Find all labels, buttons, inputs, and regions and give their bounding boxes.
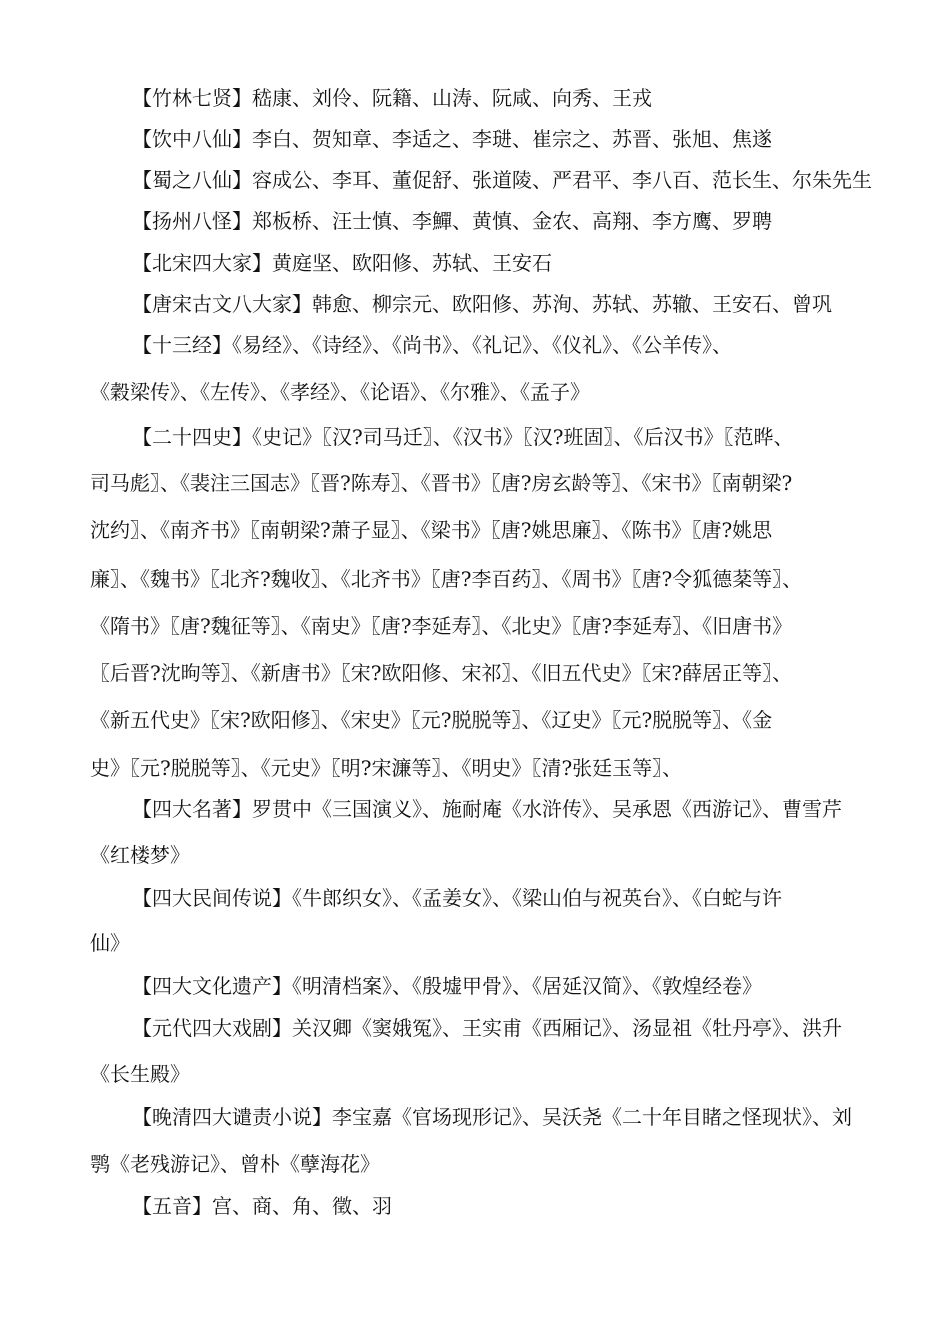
entry-ershisi-shi	[132, 425, 793, 449]
entry-term: 【竹林七贤】	[132, 86, 252, 110]
entry-term: 【四大文化遗产】	[132, 974, 292, 998]
entry-term: 【十三经】	[132, 333, 232, 357]
entry-continuation	[90, 931, 130, 955]
entry-term: 【五音】	[132, 1194, 212, 1218]
entry-text: 嵇康、刘伶、阮籍、山涛、阮咸、向秀、王戎	[252, 86, 652, 110]
entry-shisan-jing	[132, 333, 732, 357]
entry-text: 〖后晋?沈昫等〗、《新唐书》〖宋?欧阳修、宋祁〗、《旧五代史》〖宋?薛居正等〗、	[90, 661, 793, 685]
entry-wanqing-qianze-xiaoshuo	[132, 1105, 852, 1129]
entry-yinzhong-baxian	[132, 127, 772, 151]
entry-text: 《牛郎织女》、《孟姜女》、《梁山伯与祝英台》、《白蛇与许	[292, 886, 782, 910]
entry-term: 【北宋四大家】	[132, 251, 272, 275]
entry-term: 【晚清四大谴责小说】	[132, 1105, 332, 1129]
entry-text: 司马彪〗、《裴注三国志》〖晋?陈寿〗、《晋书》〖唐?房玄龄等〗、《宋书》〖南朝梁?	[90, 471, 793, 495]
entry-continuation	[90, 518, 772, 542]
entry-text: 李白、贺知章、李适之、李琎、崔宗之、苏晋、张旭、焦遂	[252, 127, 772, 151]
entry-term: 【元代四大戏剧】	[132, 1016, 292, 1040]
entry-text: 宫、商、角、徵、羽	[212, 1194, 392, 1218]
entry-text: 《隋书》〖唐?魏征等〗、《南史》〖唐?李延寿〗、《北史》〖唐?李延寿〗、《旧唐书》	[90, 614, 793, 638]
entry-term: 【饮中八仙】	[132, 127, 252, 151]
entry-text: 史》〖元?脱脱等〗、《元史》〖明?宋濂等〗、《明史》〖清?张廷玉等〗、	[90, 756, 683, 780]
entry-text: 罗贯中《三国演义》、施耐庵《水浒传》、吴承恩《西游记》、曹雪芹	[252, 797, 842, 821]
entry-continuation	[90, 708, 772, 732]
entry-text: 鹗《老残游记》、曾朴《孽海花》	[90, 1152, 380, 1176]
entry-zhulin-qixian	[132, 86, 652, 110]
entry-continuation	[90, 471, 792, 495]
entry-continuation	[90, 843, 190, 867]
entry-sida-mingzhu	[132, 797, 842, 821]
entry-continuation	[90, 567, 802, 591]
entry-continuation	[90, 756, 682, 780]
entry-text: 《易经》、《诗经》、《尚书》、《礼记》、《仪礼》、《公羊传》、	[232, 333, 732, 357]
entry-text: 仙》	[90, 931, 130, 955]
entry-term: 【唐宋古文八大家】	[132, 292, 312, 316]
entry-term: 【扬州八怪】	[132, 209, 252, 233]
entry-term: 【四大民间传说】	[132, 886, 292, 910]
entry-text: 关汉卿《窦娥冤》、王实甫《西厢记》、汤显祖《牡丹亭》、洪升	[292, 1016, 842, 1040]
entry-text: 《穀梁传》、《左传》、《孝经》、《论语》、《尔雅》、《孟子》	[90, 380, 590, 404]
entry-text: 《史记》〖汉?司马迁〗、《汉书》〖汉?班固〗、《后汉书》〖范晔、	[252, 425, 794, 449]
entry-text: 沈约〗、《南齐书》〖南朝梁?萧子显〗、《梁书》〖唐?姚思廉〗、《陈书》〖唐?姚思	[90, 518, 773, 542]
entry-text: 黄庭坚、欧阳修、苏轼、王安石	[272, 251, 552, 275]
entry-continuation	[90, 1152, 380, 1176]
entry-text: 廉〗、《魏书》〖北齐?魏收〗、《北齐书》〖唐?李百药〗、《周书》〖唐?令狐德棻等〗、	[90, 567, 803, 591]
entry-text: 郑板桥、汪士慎、李鱓、黄慎、金农、高翔、李方鹰、罗聘	[252, 209, 772, 233]
entry-text: 韩愈、柳宗元、欧阳修、苏洵、苏轼、苏辙、王安石、曾巩	[312, 292, 832, 316]
entry-text: 《明清档案》、《殷墟甲骨》、《居延汉简》、《敦煌经卷》	[292, 974, 762, 998]
entry-yuandai-sida-xiju	[132, 1016, 842, 1040]
entry-text: 《长生殿》	[90, 1062, 190, 1086]
entry-sida-wenhua-yichan	[132, 974, 762, 998]
entry-text: 《红楼梦》	[90, 843, 190, 867]
entry-text: 李宝嘉《官场现形记》、吴沃尧《二十年目睹之怪现状》、刘	[332, 1105, 852, 1129]
entry-term: 【蜀之八仙】	[132, 168, 252, 192]
entry-tangsong-badajia	[132, 292, 832, 316]
entry-sida-minjian-chuanshuo	[132, 886, 782, 910]
entry-text: 《新五代史》〖宋?欧阳修〗、《宋史》〖元?脱脱等〗、《辽史》〖元?脱脱等〗、《金	[90, 708, 773, 732]
entry-continuation	[90, 661, 792, 685]
entry-continuation	[90, 1062, 190, 1086]
entry-wuyin	[132, 1194, 392, 1218]
entry-term: 【二十四史】	[132, 425, 252, 449]
entry-term: 【四大名著】	[132, 797, 252, 821]
entry-yangzhou-baguai	[132, 209, 772, 233]
entry-beisong-sidajia	[132, 251, 552, 275]
entry-continuation	[90, 380, 590, 404]
entry-shuzhi-baxian	[132, 168, 872, 192]
entry-text: 容成公、李耳、董促舒、张道陵、严君平、李八百、范长生、尔朱先生	[252, 168, 872, 192]
entry-continuation	[90, 614, 792, 638]
